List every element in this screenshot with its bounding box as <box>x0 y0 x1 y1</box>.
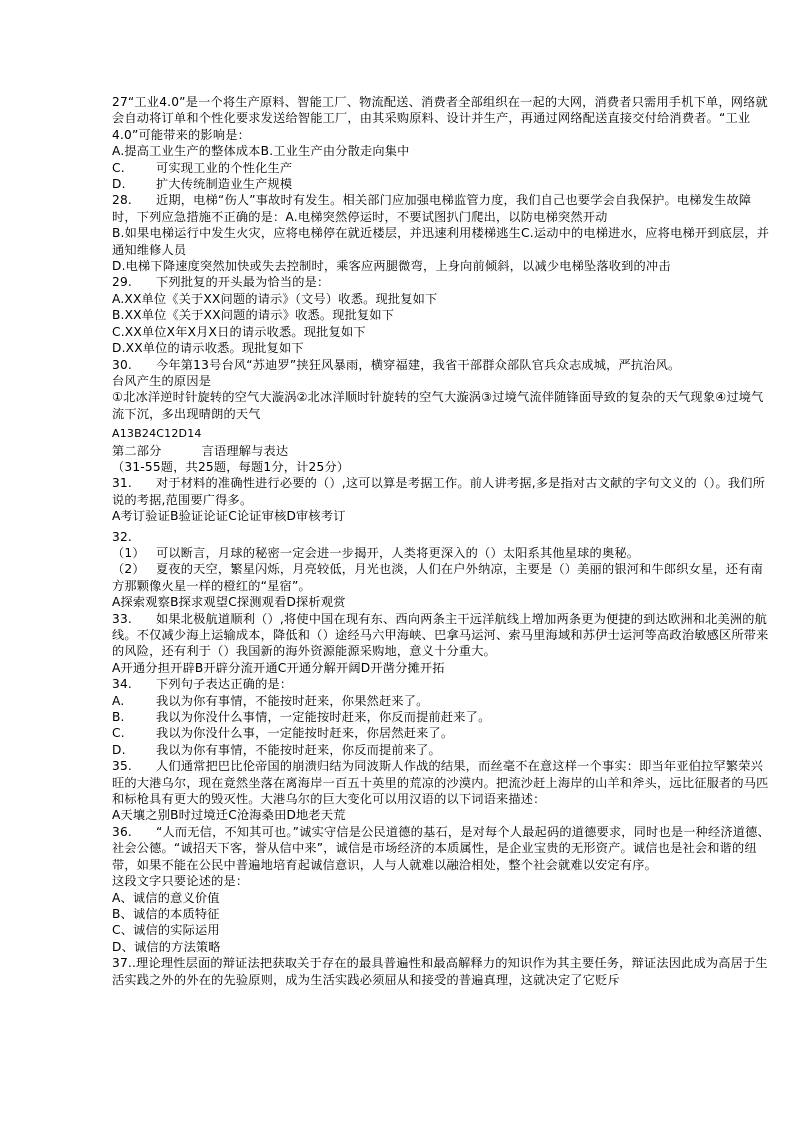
section-name: 言语理解与表达 <box>201 443 289 458</box>
q34-option-a-text: 我以为你有事情，不能按时赶来，你果然赶来了。 <box>156 693 429 708</box>
q34-stem: 下列句子表达正确的是： <box>156 677 293 692</box>
q34-option-d-label: D. <box>112 742 126 757</box>
q27-option-c-text: 可实现工业的个性化生产 <box>156 160 293 175</box>
q37-stem: 37..理论理性层面的辩证法把获取关于存在的最具普遍性和最高解释力的知识作为其主要任务，辩证法因此成为高居于生活实践之外的外在的先验原则，成为生活实践必须屈从和接受的普遍真理，这就决定了它贬斥 <box>112 956 768 987</box>
q28-option-d: D.电梯下降速度突然加快或失去控制时，乘客应两腿微弯，上身向前倾斜，以减少电梯坠落收到的冲击 <box>112 259 671 274</box>
q29-option-a: A.XX单位《关于XX问题的请示》（文号）收悉。现批复如下 <box>112 291 438 306</box>
q27-options-ab: A.提高工业生产的整体成本B.工业生产由分散走向集中 <box>112 144 410 159</box>
q30-items: ①北冰洋逆时针旋转的空气大漩涡②北冰洋顺时针旋转的空气大漩涡③过境气流伴随锋面导致的复杂的天气现象④过境气流下沉，多出现晴朗的天气 <box>112 390 764 421</box>
q27-stem: 27“工业4.0”是一个将生产原料、智能工厂、物流配送、消费者全部组织在一起的大网，消费者只需用手机下单，网络就会自动将订单和个性化要求发送给智能工厂，由其采购原料、设计并生产，再通过网络配送直接交付给消费者。“工业4.0”可能带来的影响是： <box>112 95 768 142</box>
q34-block <box>112 676 772 692</box>
q36-option-c: C、诚信的实际运用 <box>112 923 220 938</box>
q34-number: 34. <box>112 677 132 692</box>
q30-number: 30. <box>112 357 132 372</box>
q30-stem: 今年第13号台风“苏迪罗”挟狂风暴雨，横穿福建，我省干部群众部队官兵众志成城，严抗治风。 <box>156 357 681 372</box>
q32-sentence-1 <box>112 545 772 561</box>
document-page <box>112 94 772 988</box>
q33-block <box>112 611 772 660</box>
q34-option-c <box>112 725 772 741</box>
q28-number: 28. <box>112 193 132 208</box>
q31-stem: 对于材料的准确性进行必要的（）,这可以算是考据工作。前人讲考据,多是指对古文献的字句文义的（）。我们所说的考据,范围要广得多。 <box>112 476 766 507</box>
q31-block <box>112 475 772 508</box>
q31-number: 31. <box>112 476 132 491</box>
q29-option-c: C.XX单位X年X月X日的请示收悉。现批复如下 <box>112 324 366 339</box>
q29-block <box>112 274 772 290</box>
q36-subquestion: 这段文字只要论述的是： <box>112 874 249 889</box>
q36-option-b: B、诚信的本质特征 <box>112 906 220 921</box>
q34-option-d <box>112 742 772 758</box>
q27-option-c-label: C. <box>112 160 125 175</box>
q32-s2-label: （2） <box>112 562 145 577</box>
q35-options: A天壤之别B时过境迁C沧海桑田D地老天荒 <box>112 808 346 823</box>
q33-stem: 如果北极航道顺利（）,将使中国在现有东、西向两条主干远洋航线上增加两条更为便捷的到达欧洲和北美洲的航线。不仅减少海上运输成本，降低和（）途经马六甲海峡、巴拿马运河、索马里海域和苏伊士运河等高政治敏感区所带来的风险，还有利于（）我国新的海外资源能源采购地，意义十分重大。 <box>112 611 769 659</box>
q35-block <box>112 758 772 807</box>
q36-block <box>112 824 772 873</box>
q32-options: A探索观察B探求观望C探测观看D探析观赏 <box>112 595 346 610</box>
q30-answers: A13B24C12D14 <box>112 427 202 441</box>
q34-option-a-label: A. <box>112 693 125 708</box>
q29-number: 29. <box>112 275 132 290</box>
q36-option-d: D、诚信的方法策略 <box>112 939 221 954</box>
q35-number: 35. <box>112 759 132 774</box>
q30-block <box>112 357 772 373</box>
q34-option-b-text: 我以为你没什么事情，一定能按时赶来，你反而提前赶来了。 <box>156 710 491 725</box>
q28-options-bc: B.如果电梯运行中发生火灾，应将电梯停在就近楼层，并迅速利用楼梯逃生C.运动中的电梯进水，应将电梯开到底层，并通知维修人员 <box>112 226 770 257</box>
q27-option-d-text: 扩大传统制造业生产规模 <box>156 177 293 192</box>
q34-option-d-text: 我以为你有事情，不能按时赶来，你反而提前来了。 <box>156 742 441 757</box>
q29-option-b: B.XX单位《关于XX问题的请示》收悉。现批复如下 <box>112 308 395 323</box>
q35-stem: 人们通常把巴比伦帝国的崩溃归结为同波斯人作战的结果，而丝毫不在意这样一个事实：即当年亚伯拉罕繁荣兴旺的大港乌尔，现在竟然坐落在离海岸一百五十英里的荒凉的沙漠内。把流沙赶上海岸的山羊和斧头，远比征服者的马匹和标枪具有更大的毁灭性。大港乌尔的巨大变化可以用汉语的以下词语来描述： <box>112 759 769 807</box>
q34-option-a <box>112 693 772 709</box>
q27-option-d <box>112 176 772 192</box>
q29-option-d: D.XX单位的请示收悉。现批复如下 <box>112 341 304 356</box>
q34-option-b <box>112 709 772 725</box>
q30-subquestion: 台风产生的原因是 <box>112 373 212 388</box>
q36-number: 36. <box>112 824 132 839</box>
q32-number: 32. <box>112 529 132 544</box>
q27-option-c <box>112 160 772 176</box>
q32-s1-label: （1） <box>112 545 145 560</box>
q34-option-c-label: C. <box>112 726 125 741</box>
q34-option-b-label: B. <box>112 710 125 725</box>
q36-stem: “人而无信，不知其可也。”诚实守信是公民道德的基石，是对每个人最起码的道德要求，同时也是一种经济道德、社会公德。“诚招天下客，誉从信中来”，诚信是市场经济的本质属性，是企业宝贵的无形资产。诚信也是社会和谐的纽带，如果不能在公民中普遍地培育起诚信意识，人与人就难以融洽相处，整个社会就难以安定有序。 <box>112 824 770 872</box>
section-note: （31-55题，共25题，每题1分，计25分） <box>112 459 350 474</box>
q29-stem: 下列批复的开头最为恰当的是： <box>156 275 330 290</box>
q32-sentence-2 <box>112 561 772 594</box>
q32-s2-text: 夏夜的天空，繁星闪烁，月亮较低，月光也淡，人们在户外纳凉，主要是（）美丽的银河和牛郎织女星，还有南方那颗像火星一样的橙红的“星宿”。 <box>112 562 763 593</box>
section-title: 第二部分 <box>112 443 162 458</box>
q33-number: 33. <box>112 611 132 626</box>
q28-block <box>112 192 772 225</box>
q27-option-d-label: D. <box>112 177 126 192</box>
q34-option-c-text: 我以为你没什么事，一定能按时赶来，你居然赶来了。 <box>156 726 454 741</box>
q31-options: A考订验证B验证论证C论证审核D审核考订 <box>112 509 346 524</box>
q32-s1-text: 可以断言，月球的秘密一定会进一步揭开，人类将更深入的（）太阳系其他星球的奥秘。 <box>156 545 640 560</box>
q28-stem: 近期，电梯“伤人”事故时有发生。相关部门应加强电梯监管力度，我们自己也要学会自我保护。电梯发生故障时，下列应急措施不正确的是：A.电梯突然停运时，不要试图扒门爬出，以防电梯突然开动 <box>112 193 752 224</box>
section-heading <box>112 443 772 459</box>
q36-option-a: A、诚信的意义价值 <box>112 890 220 905</box>
q33-options: A开通分担开辟B开辟分流开通C开通分解开阔D开凿分摊开拓 <box>112 660 445 675</box>
